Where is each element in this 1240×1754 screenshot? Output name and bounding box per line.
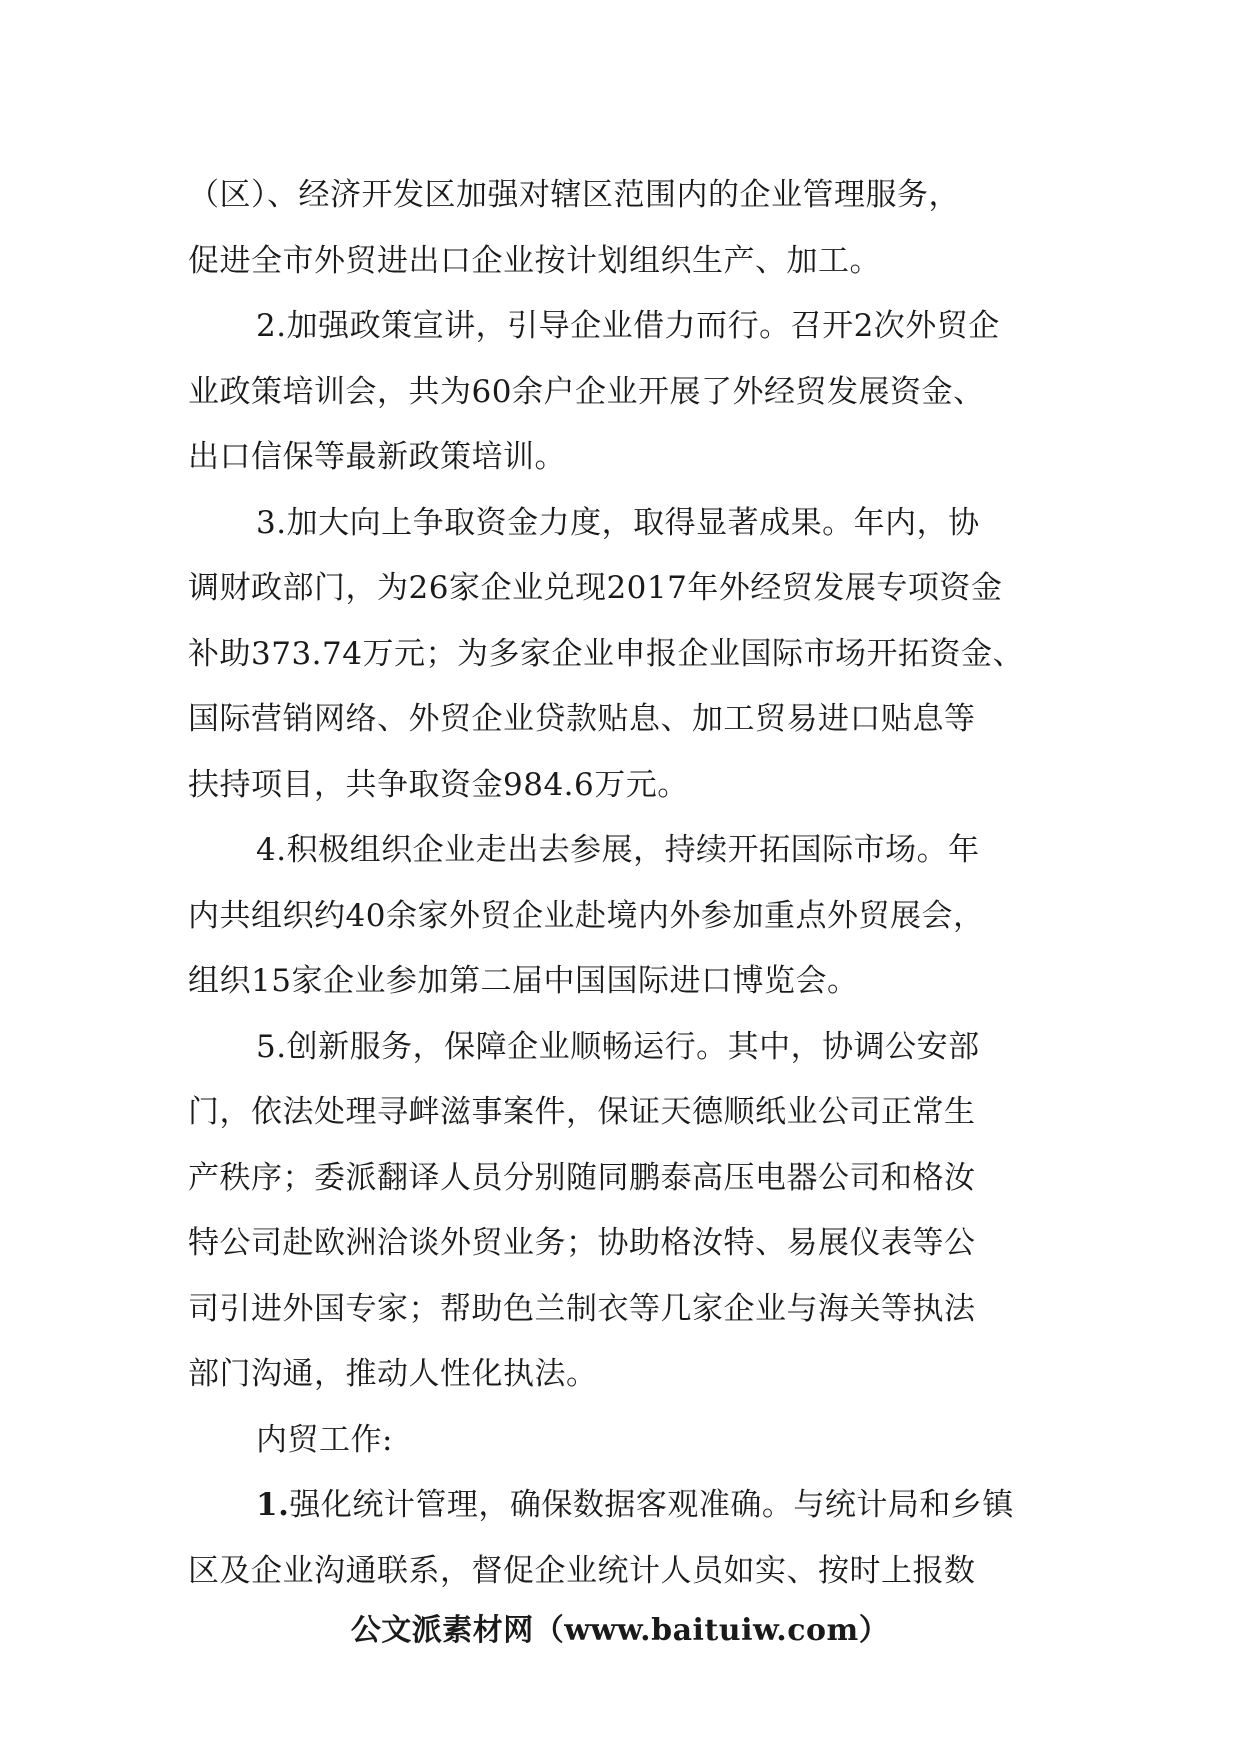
text-line: 门，依法处理寻衅滋事案件，保证天德顺纸业公司正常生: [188, 1094, 976, 1130]
text-line: 组织15家企业参加第二届中国国际进口博览会。: [188, 963, 859, 999]
section-heading: 内贸工作:: [256, 1421, 393, 1458]
text-line: 部门沟通，推动人性化执法。: [188, 1356, 598, 1392]
text-line-content: 强化统计管理，确保数据客观准确。与统计局和乡镇: [289, 1487, 1014, 1523]
text-line: [188, 1473, 1058, 1539]
text-line: 产秩序；委派翻译人员分别随同鹏泰高压电器公司和格汝: [188, 1159, 976, 1196]
text-line: 补助373.74万元；为多家企业申报企业国际市场开拓资金、: [188, 635, 1024, 672]
document-body: [188, 163, 1058, 1604]
text-line: 国际营销网络、外贸企业贷款贴息、加工贸易进口贴息等: [188, 701, 976, 737]
text-line: 区及企业沟通联系，督促企业统计人员如实、按时上报数: [188, 1552, 976, 1589]
text-line: 特公司赴欧洲洽谈外贸业务；协助格汝特、易展仪表等公: [188, 1225, 976, 1261]
text-line: （区）、经济开发区加强对辖区范围内的企业管理服务，: [188, 177, 960, 213]
text-line: 出口信保等最新政策培训。: [188, 439, 566, 475]
text-line: 促进全市外贸进出口企业按计划组织生产、加工。: [188, 242, 881, 279]
text-line: 业政策培训会，共为60余户企业开展了外经贸发展资金、: [188, 373, 985, 410]
footer-watermark: 公文派素材网（www.baituiw.com）: [350, 1613, 890, 1648]
item-number: 1.: [256, 1487, 290, 1523]
text-line: 内共组织约40余家外贸企业赴境内外参加重点外贸展会，: [188, 897, 985, 934]
text-line: 司引进外国专家；帮助色兰制衣等几家企业与海关等执法: [188, 1290, 976, 1327]
text-line: 调财政部门，为26家企业兑现2017年外经贸发展专项资金: [188, 570, 1003, 606]
text-line: 4.积极组织企业走出去参展，持续开拓国际市场。年: [256, 832, 980, 868]
text-line: 扶持项目，共争取资金984.6万元。: [188, 766, 689, 803]
text-line: 2.加强政策宣讲，引导企业借力而行。召开2次外贸企: [256, 308, 1000, 344]
text-line: 3.加大向上争取资金力度，取得显著成果。年内，协: [256, 504, 980, 541]
text-line: 5.创新服务，保障企业顺畅运行。其中，协调公安部: [256, 1028, 980, 1065]
